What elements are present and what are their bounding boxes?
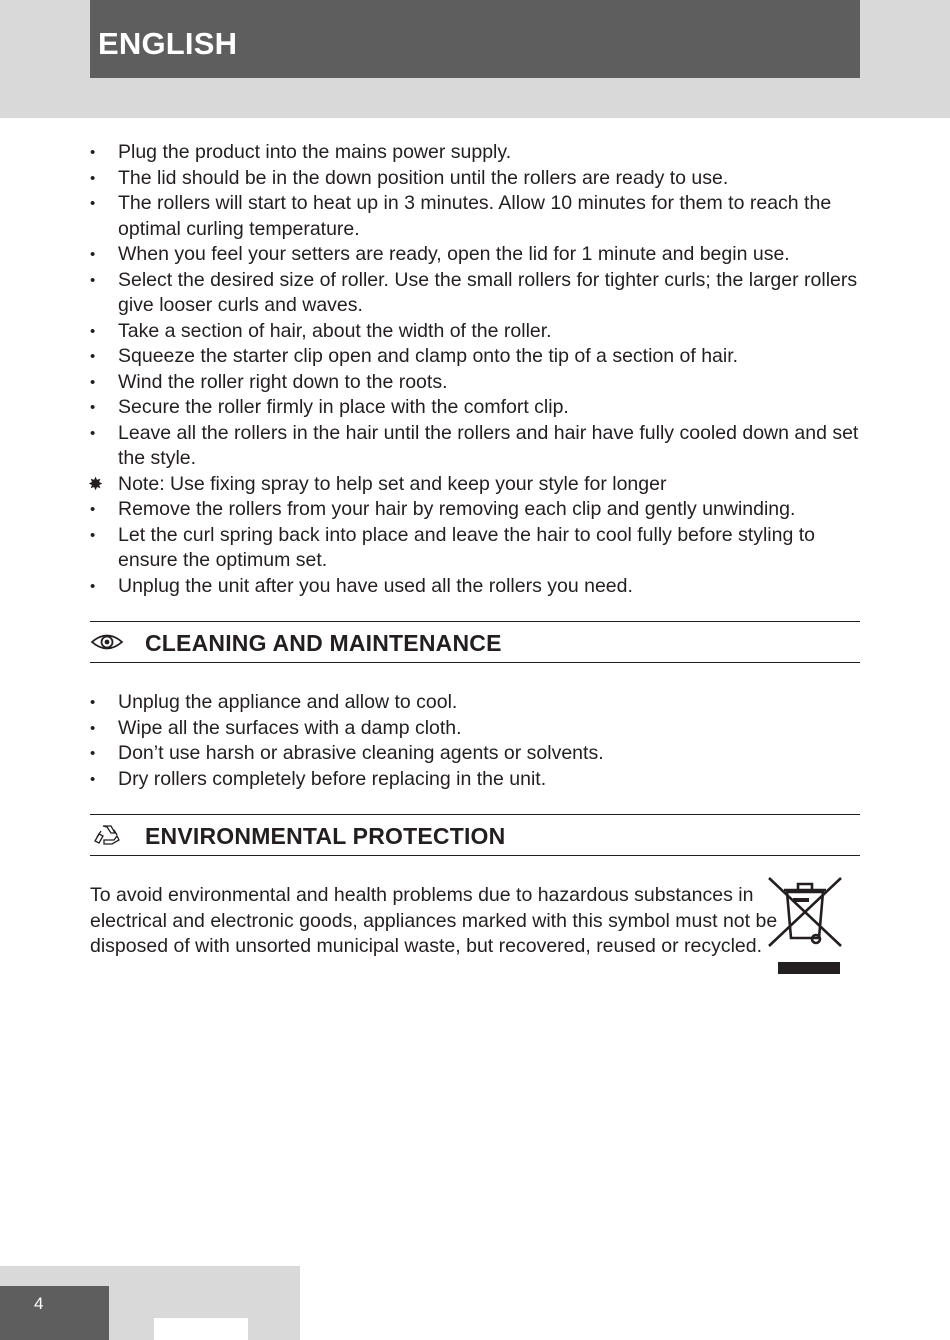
list-item	[90, 344, 870, 370]
list-item	[90, 191, 870, 242]
usage-steps-list	[90, 140, 870, 599]
eye-icon	[90, 630, 124, 654]
list-item-text: Dry rollers completely before replacing in the unit.	[118, 767, 547, 790]
environment-section-header	[90, 814, 860, 856]
list-item	[90, 140, 870, 166]
list-item	[90, 767, 870, 793]
crossed-out-wheelie-bin-icon	[765, 874, 845, 976]
note-item	[90, 472, 870, 498]
bullet-icon: •	[90, 399, 96, 416]
bullet-icon: •	[90, 322, 96, 340]
list-item-text: Let the curl spring back into place and leave the hair to cool fully before styling to ensure the optimum set.	[118, 523, 815, 571]
bullet-icon: •	[90, 169, 96, 187]
list-item-text: Unplug the appliance and allow to cool.	[118, 691, 458, 713]
list-item	[90, 690, 870, 716]
note-star-icon: ✸	[88, 473, 104, 494]
bullet-icon: •	[90, 719, 96, 737]
bullet-icon: •	[90, 770, 96, 788]
list-item-text: Note: Use fixing spray to help set and keep your style for longer	[118, 472, 667, 495]
footer-tab	[154, 1318, 248, 1340]
list-item-text: Wind the roller right down to the roots.	[118, 370, 448, 393]
list-item	[90, 741, 870, 767]
list-item	[90, 523, 870, 574]
language-title: ENGLISH	[98, 26, 238, 61]
list-item-text: Don’t use harsh or abrasive cleaning agents or solvents.	[118, 742, 604, 764]
list-item-text: Remove the rollers from your hair by removing each clip and gently unwinding.	[118, 498, 796, 520]
bullet-icon: •	[90, 144, 96, 161]
list-item	[90, 421, 870, 472]
list-item-text: Plug the product into the mains power supply.	[118, 141, 512, 163]
list-item-text: Leave all the rollers in the hair until the rollers and hair have fully cooled down and set the style.	[118, 421, 859, 469]
bullet-icon: •	[90, 348, 96, 365]
bullet-icon: •	[90, 424, 96, 442]
list-item-text: Squeeze the starter clip open and clamp onto the tip of a section of hair.	[118, 345, 739, 367]
list-item-text: Select the desired size of roller. Use the small rollers for tighter curls; the larger rollers give looser curls and waves.	[118, 268, 858, 316]
list-item	[90, 497, 870, 523]
page-number-box	[0, 1286, 109, 1340]
cleaning-list	[90, 690, 870, 792]
list-item-text: The rollers will start to heat up in 3 minutes. Allow 10 minutes for them to reach the optimal curling temperature.	[118, 192, 832, 240]
bullet-icon: •	[90, 694, 96, 711]
list-item	[90, 370, 870, 396]
list-item	[90, 268, 870, 319]
bullet-icon: •	[90, 526, 96, 544]
bullet-icon: •	[90, 501, 96, 518]
list-item-text: Secure the roller firmly in place with the comfort clip.	[118, 396, 569, 418]
list-item	[90, 395, 870, 421]
list-item-text: Take a section of hair, about the width of the roller.	[118, 319, 552, 342]
environment-section-title: ENVIRONMENTAL PROTECTION	[145, 823, 506, 849]
language-header	[90, 0, 860, 78]
bullet-icon: •	[90, 373, 96, 391]
list-item	[90, 242, 870, 268]
cleaning-section-header	[90, 621, 860, 663]
list-item-text: The lid should be in the down position until the rollers are ready to use.	[118, 166, 729, 189]
list-item-text: When you feel your setters are ready, open the lid for 1 minute and begin use.	[118, 243, 790, 265]
list-item-text: Unplug the unit after you have used all the rollers you need.	[118, 574, 633, 597]
bullet-icon: •	[90, 745, 96, 762]
cleaning-section-title: CLEANING AND MAINTENANCE	[145, 630, 502, 656]
environment-text: To avoid environmental and health problems due to hazardous substances in electrical and electronic goods, appliances marked with this symbol must not be disposed of with unsorted municipal waste, but recovered, reused or recycled.	[90, 884, 778, 957]
list-item	[90, 716, 870, 742]
list-item	[90, 166, 870, 192]
list-item	[90, 574, 870, 600]
bullet-icon: •	[90, 246, 96, 263]
list-item	[90, 319, 870, 345]
list-item-text: Wipe all the surfaces with a damp cloth.	[118, 716, 462, 739]
bullet-icon: •	[90, 577, 96, 595]
page-number: 4	[34, 1294, 44, 1313]
bullet-icon: •	[90, 271, 96, 289]
bullet-icon: •	[90, 195, 96, 212]
recycle-icon	[90, 823, 124, 847]
